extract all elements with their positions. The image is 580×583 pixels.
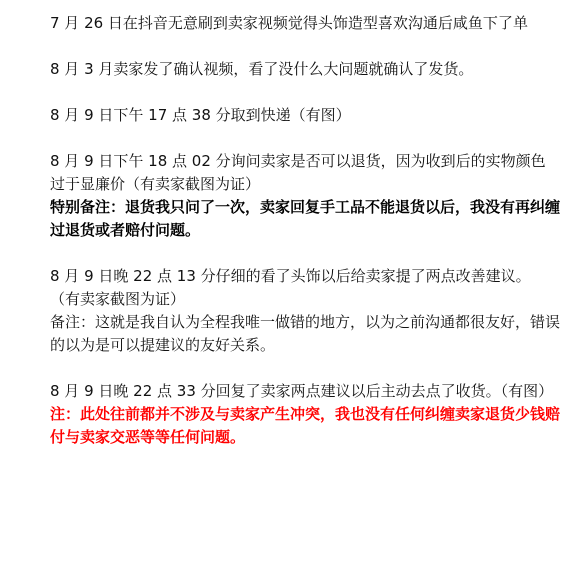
text-seller-confirmed: 8 月 3 月卖家发了确认视频，看了没什么大问题就确认了发货。 xyxy=(50,60,474,78)
paragraph-receipt-confirmed xyxy=(50,380,560,449)
paragraph-package-received xyxy=(50,104,560,127)
note-no-conflict: 注：此处往前都并不涉及与卖家产生冲突，我也没有任何纠缠卖家退货少钱赔付与卖家交恶等等任何问题。 xyxy=(50,405,561,446)
note-suggestions: 备注：这就是我自认为全程我唯一做错的地方，以为之前沟通都很友好，错误的以为是可以提建议的友好关系。 xyxy=(50,313,561,354)
text-order-placed: 7 月 26 日在抖音无意刷到卖家视频觉得头饰造型喜欢沟通后咸鱼下了单 xyxy=(50,14,528,32)
text-suggestions: 8 月 9 日晚 22 点 13 分仔细的看了头饰以后给卖家提了两点改善建议。 xyxy=(50,267,531,285)
special-note-return: 特别备注：退货我只问了一次，卖家回复手工品不能退货以后，我没有再纠缠过退货或者赔付问题。 xyxy=(50,198,561,239)
paragraph-return-inquiry xyxy=(50,150,560,242)
paragraph-order-placed xyxy=(50,12,560,35)
text-receipt-confirmed: 8 月 9 日晚 22 点 33 分回复了卖家两点建议以后主动去点了收货。（有图） xyxy=(50,382,554,400)
paragraph-suggestions xyxy=(50,265,560,357)
paragraph-seller-confirmed xyxy=(50,58,560,81)
text-return-inquiry: 8 月 9 日下午 18 点 02 分询问卖家是否可以退货，因为收到后的实物颜色过于显廉价（有卖家截图为证） xyxy=(50,152,546,193)
text-package-received: 8 月 9 日下午 17 点 38 分取到快递（有图） xyxy=(50,106,351,124)
text-suggestions-evidence: （有卖家截图为证） xyxy=(50,290,186,308)
